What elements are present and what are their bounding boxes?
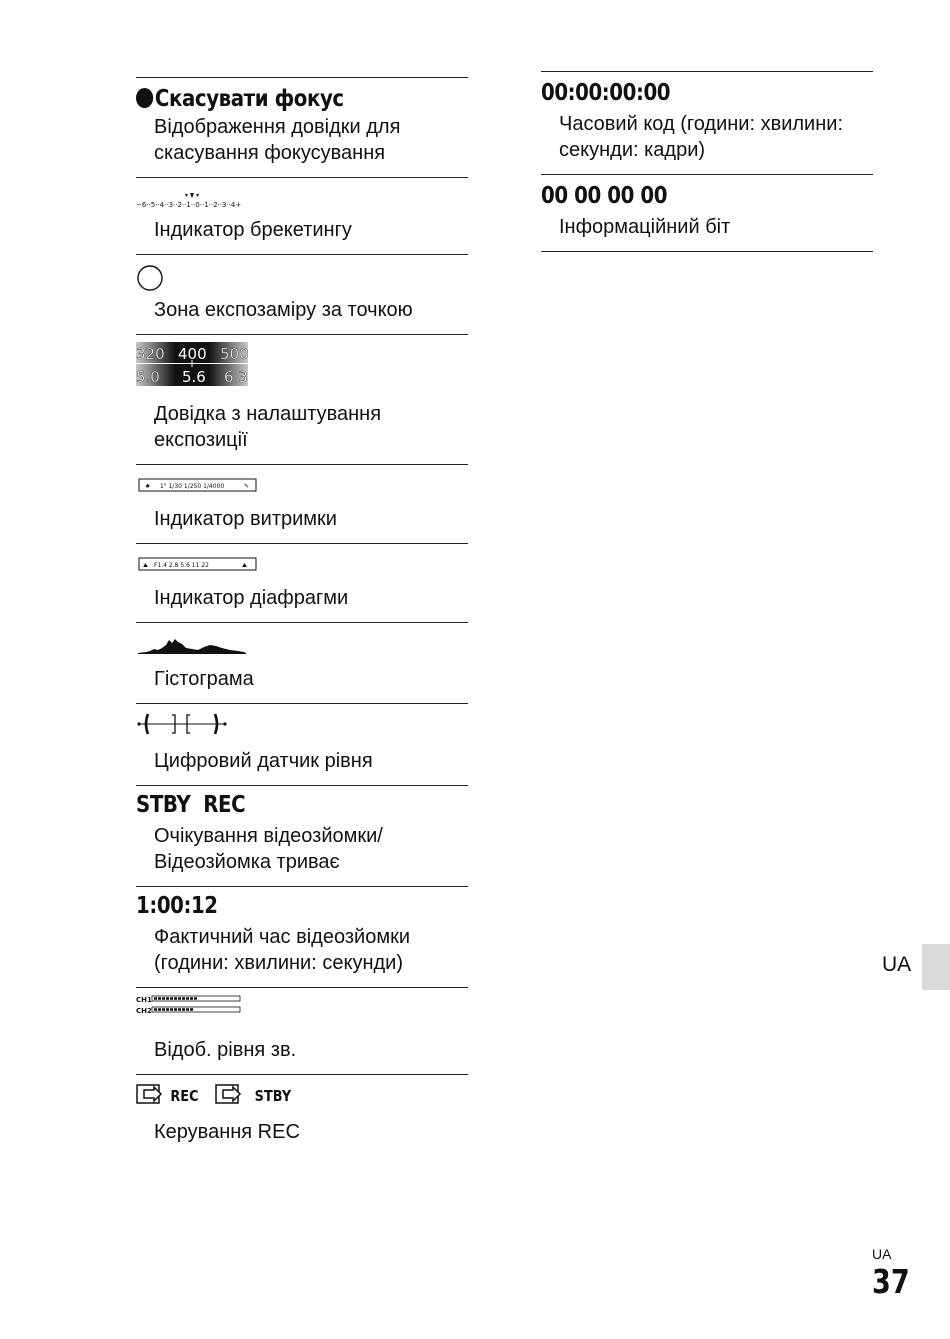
entry-stby-rec	[136, 785, 468, 886]
entry-label: Керування REC	[154, 1121, 300, 1143]
language-side-tab	[922, 944, 950, 990]
rec-control-icon	[136, 1081, 306, 1109]
guide-bottom-center: 5.6	[182, 368, 206, 386]
entry-level-gauge	[136, 703, 468, 785]
audio-level-icon	[136, 993, 244, 1017]
entry-bracket-indicator	[136, 177, 468, 254]
entry-cancel-focus	[136, 77, 468, 177]
shutter-scale-text: 1" 1/30 1/250 1/4000	[160, 482, 225, 490]
entry-spot-meter	[136, 254, 468, 334]
svg-text:⛰: ⛰	[242, 561, 248, 569]
entry-label: Індикатор діафрагми	[154, 587, 349, 609]
svg-text:✎: ✎	[244, 482, 250, 490]
cancel-focus-dot-icon	[136, 88, 153, 108]
cancel-focus-text: Скасувати фокус	[154, 86, 344, 112]
bracket-indicator-icon	[136, 191, 256, 211]
guide-bottom-left: 5.0	[136, 368, 160, 386]
entry-histogram	[136, 622, 468, 703]
left-column	[136, 77, 468, 1156]
entry-audio-level	[136, 987, 468, 1074]
entry-label: Цифровий датчик рівня	[154, 750, 373, 772]
guide-top-left: 320	[136, 345, 165, 363]
entry-label: Очікування відеозйомки/ Відеозйомка триває	[154, 825, 383, 873]
entry-rec-control	[136, 1074, 468, 1156]
stby-text: STBY	[254, 1088, 292, 1106]
entry-label: Фактичний час відеозйомки (години: хвилини: секунди)	[154, 926, 410, 974]
cancel-focus-heading	[136, 84, 468, 114]
language-side-label: UA	[882, 953, 912, 976]
entry-timecode	[541, 71, 873, 174]
guide-bottom-right: 6.3	[224, 368, 248, 386]
level-gauge-icon	[136, 710, 230, 738]
spot-meter-circle-icon	[136, 264, 164, 292]
svg-text:⛰: ⛰	[143, 561, 149, 569]
channel-2-label: CH2	[136, 1007, 152, 1015]
channel-1-label: CH1	[136, 996, 152, 1004]
aperture-scale-text: F1.4 2.8 5.6 11 22	[154, 561, 209, 569]
entry-label: Відоб. рівня зв.	[154, 1039, 297, 1061]
bracket-scale-text: −6··5··4··3··2··1··0··1··2··3··4+	[136, 201, 242, 209]
recording-time-text: 1:00:12	[136, 893, 218, 919]
entry-label: Інформаційний біт	[559, 216, 731, 238]
entry-label: Часовий код (години: хвилини: секунди: кадри)	[559, 113, 843, 161]
entry-aperture-indicator	[136, 543, 468, 622]
aperture-indicator-icon	[136, 557, 258, 572]
guide-top-center: 400	[178, 345, 207, 363]
page-number: 37	[872, 1262, 910, 1301]
entry-user-bit	[541, 174, 873, 252]
entry-label: Індикатор витримки	[154, 508, 337, 530]
right-column	[541, 71, 873, 252]
user-bit-text: 00 00 00 00	[541, 183, 668, 209]
entry-label: Гістограма	[154, 668, 254, 690]
shutter-indicator-icon	[136, 478, 258, 493]
rec-text: REC	[170, 1088, 199, 1106]
histogram-icon	[136, 633, 248, 655]
entry-recording-time	[136, 886, 468, 987]
svg-text:♠: ♠	[145, 482, 151, 490]
entry-exposure-guide	[136, 334, 468, 464]
entry-label: Зона експозаміру за точкою	[154, 299, 413, 321]
entry-label: Довідка з налаштування експозиції	[154, 403, 382, 451]
footer-language: UA	[872, 1246, 892, 1262]
stby-rec-text: STBY REC	[136, 792, 246, 818]
entry-label: Індикатор брекетингу	[154, 219, 352, 241]
timecode-text: 00:00:00:00	[541, 80, 671, 106]
exposure-guide-icon	[136, 341, 250, 387]
entry-shutter-indicator	[136, 464, 468, 543]
entry-label: Відображення довідки для скасування фокусування	[154, 116, 401, 164]
guide-top-right: 500	[220, 345, 249, 363]
